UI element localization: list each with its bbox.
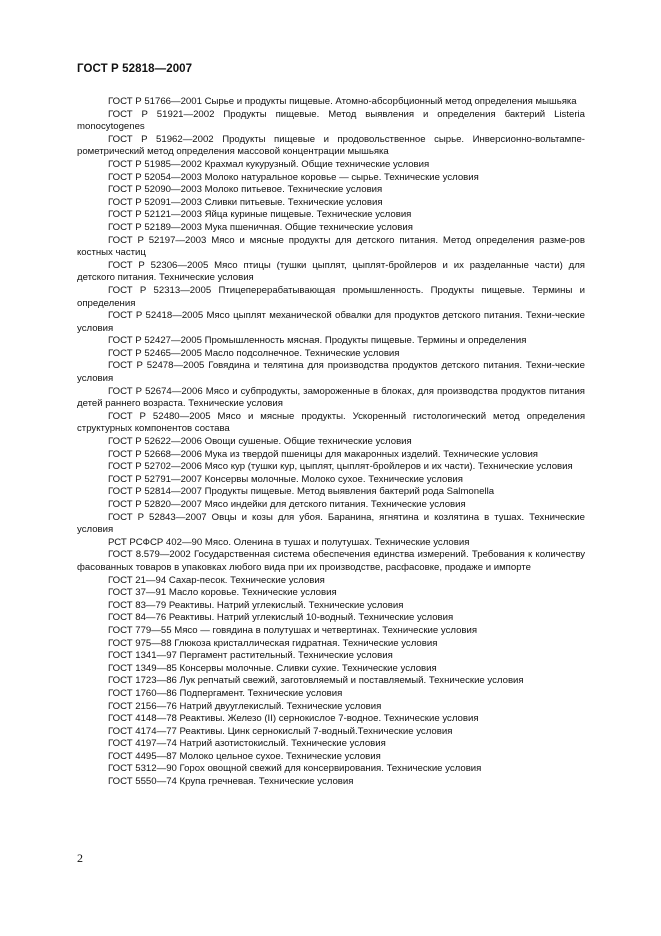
reference-code: ГОСТ 4174—77 (108, 725, 177, 737)
reference-title: Натрий азотистокислый. Технические условия (179, 738, 386, 750)
reference-code: ГОСТ 779—55 (108, 624, 172, 636)
reference-title: Молоко натуральное коровье — сырье. Технические условия (204, 171, 479, 183)
reference-code: ГОСТ 4148—78 (108, 713, 177, 725)
reference-code: ГОСТ Р 52313—2005 (108, 284, 212, 296)
reference-item (77, 638, 585, 651)
reference-code: ГОСТ 37—91 (108, 587, 167, 599)
reference-title: Мясо. Оленина в тушах и полутушах. Технические условия (204, 536, 470, 548)
reference-title: Реактивы. Железо (II) сернокислое 7-водное. Технические условия (179, 713, 479, 725)
reference-item (77, 600, 585, 613)
reference-title: Консервы молочные. Молоко сухое. Технические условия (204, 473, 463, 485)
reference-code: ГОСТ Р 52121—2003 (108, 209, 202, 221)
reference-item (77, 688, 585, 701)
reference-code: ГОСТ Р 51985—2002 (108, 158, 202, 170)
reference-item (77, 172, 585, 185)
reference-item (77, 109, 585, 134)
reference-title: Продукты пищевые. Метод выявления бактерий рода Salmonella (204, 486, 495, 498)
reference-title: Птицеперерабатывающая промышленность. Продукты пищевые. Термины и определения (77, 284, 585, 309)
reference-title: Мясо индейки для детского питания. Технические условия (204, 499, 466, 510)
reference-code: ГОСТ 1341—97 (108, 650, 177, 662)
reference-code: ГОСТ Р 52480—2005 (108, 410, 211, 422)
reference-title: Сахар-песок. Технические условия (168, 574, 325, 586)
reference-item (77, 411, 585, 436)
reference-code: ГОСТ Р 52418—2005 (108, 310, 204, 322)
page-header (77, 63, 192, 75)
reference-code: ГОСТ 975—88 (108, 637, 172, 649)
reference-code: ГОСТ Р 52189—2003 (108, 221, 202, 233)
reference-title: Промышленность мясная. Продукты пищевые. Термины и определения (204, 335, 527, 347)
reference-code: ГОСТ Р 52478—2005 (108, 360, 205, 372)
reference-title: Мясо и субпродукты, замороженные в блоках, для производства продуктов питания детей раннего возраста. Технические условия (77, 385, 586, 410)
reference-item (77, 310, 585, 335)
reference-code: ГОСТ 5312—90 (108, 763, 177, 775)
reference-item (77, 575, 585, 588)
reference-title: Масло подсолнечное. Технические условия (204, 347, 400, 359)
reference-item (77, 713, 585, 726)
reference-title: Мясо кур (тушки кур, цыплят, цыплят-бройлеров и их части). Технические условия (204, 461, 573, 473)
reference-title: Консервы молочные. Сливки сухие. Технические условия (179, 662, 437, 674)
reference-title: Реактивы. Цинк сернокислый 7-водный.Технические условия (179, 725, 453, 737)
reference-code: ГОСТ 8.579—2002 (108, 549, 191, 561)
reference-code: ГОСТ Р 52465—2005 (108, 347, 202, 359)
reference-item (77, 474, 585, 487)
reference-item (77, 134, 585, 159)
reference-item (77, 776, 585, 789)
reference-item (77, 751, 585, 764)
reference-title: Яйца куриные пищевые. Технические условия (204, 209, 412, 221)
reference-item (77, 625, 585, 638)
reference-item (77, 738, 585, 751)
reference-code: ГОСТ Р 52622—2006 (108, 436, 202, 448)
reference-title: Молоко питьевое. Технические условия (204, 184, 383, 196)
reference-title: Говядина и телятина для производства продуктов детского питания. Техни-ческие условия (77, 360, 585, 385)
reference-title: Сырье и продукты пищевые. Атомно-абсорбционный метод определения мышьяка (204, 96, 577, 107)
reference-code: ГОСТ Р 52427—2005 (108, 335, 202, 347)
reference-item (77, 197, 585, 210)
reference-title: Мясо и мясные продукты для детского питания. Метод определения разме-ров костных частиц (77, 234, 585, 259)
reference-item (77, 260, 585, 285)
reference-title: Натрий двууглекислый. Технические условия (179, 700, 382, 712)
reference-item (77, 549, 585, 574)
reference-title: Горох овощной свежий для консервирования. Технические условия (179, 763, 482, 775)
reference-code: ГОСТ Р 52674—2006 (108, 385, 203, 397)
normative-references-list (77, 96, 585, 789)
reference-item (77, 537, 585, 550)
reference-code: ГОСТ Р 52197—2003 (108, 234, 207, 246)
reference-item (77, 499, 585, 512)
reference-item (77, 209, 585, 222)
reference-item (77, 763, 585, 776)
reference-title: Крупа гречневая. Технические условия (179, 776, 354, 788)
reference-item (77, 512, 585, 537)
reference-title: Овощи сушеные. Общие технические условия (204, 436, 412, 448)
reference-item (77, 587, 585, 600)
reference-title: Мука пшеничная. Общие технические условия (204, 221, 413, 233)
reference-code: ГОСТ 2156—76 (108, 700, 177, 712)
reference-title: Продукты пищевые. Метод выявления и определения бактерий Listeria monocytogenes (77, 108, 586, 133)
reference-code: ГОСТ Р 52668—2006 (108, 448, 202, 460)
reference-item (77, 335, 585, 348)
reference-title: Продукты пищевые и продовольственное сырье. Инверсионно-вольтампе-рометрический метод определения массовой концентрации мышьяка (77, 133, 585, 158)
reference-item (77, 222, 585, 235)
reference-title: Государственная система обеспечения единства измерений. Требования к количеству фасованных товаров в упаковках любого вида при их производстве, расфасовке, продаже и импорте (77, 549, 586, 573)
reference-title: Лук репчатый свежий, заготовляемый и поставляемый. Технические условия (179, 675, 524, 687)
reference-code: ГОСТ Р 51921—2002 (108, 108, 215, 120)
reference-title: Крахмал кукурузный. Общие технические условия (204, 158, 430, 170)
reference-title: Подпергамент. Технические условия (179, 687, 343, 699)
reference-title: Сливки питьевые. Технические условия (204, 196, 383, 208)
reference-title: Молоко цельное сухое. Технические условия (179, 750, 381, 762)
reference-item (77, 675, 585, 688)
reference-item (77, 96, 585, 109)
reference-item (77, 436, 585, 449)
reference-item (77, 461, 585, 474)
reference-title: Мясо цыплят механической обвалки для продуктов детского питания. Техни-ческие условия (77, 310, 586, 334)
reference-item (77, 235, 585, 260)
reference-title: Пергамент растительный. Технические условия (179, 650, 393, 662)
reference-title: Мясо птицы (тушки цыплят, цыплят-бройлеров и их разделанные части) для детского питания. Технические условия (77, 259, 586, 284)
reference-code: РСТ РСФСР 402—90 (108, 536, 203, 548)
page-number: 2 (77, 851, 83, 865)
reference-title: Реактивы. Натрий углекислый 10-водный. Технические условия (168, 612, 454, 624)
reference-item (77, 285, 585, 310)
reference-item (77, 184, 585, 197)
reference-item (77, 386, 585, 411)
reference-code: ГОСТ Р 52702—2006 (108, 461, 202, 473)
reference-item (77, 650, 585, 663)
reference-code: ГОСТ Р 52306—2005 (108, 259, 209, 271)
reference-code: ГОСТ Р 52091—2003 (108, 196, 202, 208)
reference-code: ГОСТ 1723—86 (108, 675, 177, 687)
reference-title: Глюкоза кристаллическая гидратная. Технические условия (174, 637, 438, 649)
reference-code: ГОСТ Р 52820—2007 (108, 499, 202, 510)
reference-code: ГОСТ 4197—74 (108, 738, 177, 750)
reference-item (77, 701, 585, 714)
reference-code: ГОСТ Р 52090—2003 (108, 184, 202, 196)
reference-item (77, 360, 585, 385)
reference-title: Реактивы. Натрий углекислый. Технические условия (168, 599, 404, 611)
reference-code: ГОСТ Р 51766—2001 (108, 96, 202, 107)
reference-item (77, 348, 585, 361)
reference-code: ГОСТ 1349—85 (108, 662, 177, 674)
reference-code: ГОСТ Р 52791—2007 (108, 473, 202, 485)
reference-code: ГОСТ Р 52843—2007 (108, 511, 207, 523)
reference-title: Мясо и мясные продукты. Ускоренный гистологический метод определения структурных компонентов состава (77, 410, 586, 435)
reference-item (77, 159, 585, 172)
reference-code: ГОСТ 84—76 (108, 612, 167, 624)
standard-designation: ГОСТ Р 52818—2007 (77, 63, 193, 75)
reference-code: ГОСТ 5550—74 (108, 776, 177, 788)
reference-code: ГОСТ 21—94 (108, 574, 167, 586)
reference-item (77, 726, 585, 739)
reference-code: ГОСТ 83—79 (108, 599, 167, 611)
reference-item (77, 449, 585, 462)
reference-code: ГОСТ 1760—86 (108, 687, 177, 699)
reference-item (77, 486, 585, 499)
reference-item (77, 612, 585, 625)
reference-title: Мука из твердой пшеницы для макаронных изделий. Технические условия (204, 448, 539, 460)
reference-code: ГОСТ Р 51962—2002 (108, 133, 214, 145)
reference-code: ГОСТ Р 52054—2003 (108, 171, 202, 183)
reference-title: Масло коровье. Технические условия (168, 587, 337, 599)
reference-code: ГОСТ Р 52814—2007 (108, 486, 202, 498)
reference-code: ГОСТ 4495—87 (108, 750, 177, 762)
reference-item (77, 663, 585, 676)
reference-title: Овцы и козы для убоя. Баранина, ягнятина и козлятина в тушах. Технические условия (77, 511, 586, 536)
reference-title: Мясо — говядина в полутушах и четвертинах. Технические условия (174, 624, 478, 636)
